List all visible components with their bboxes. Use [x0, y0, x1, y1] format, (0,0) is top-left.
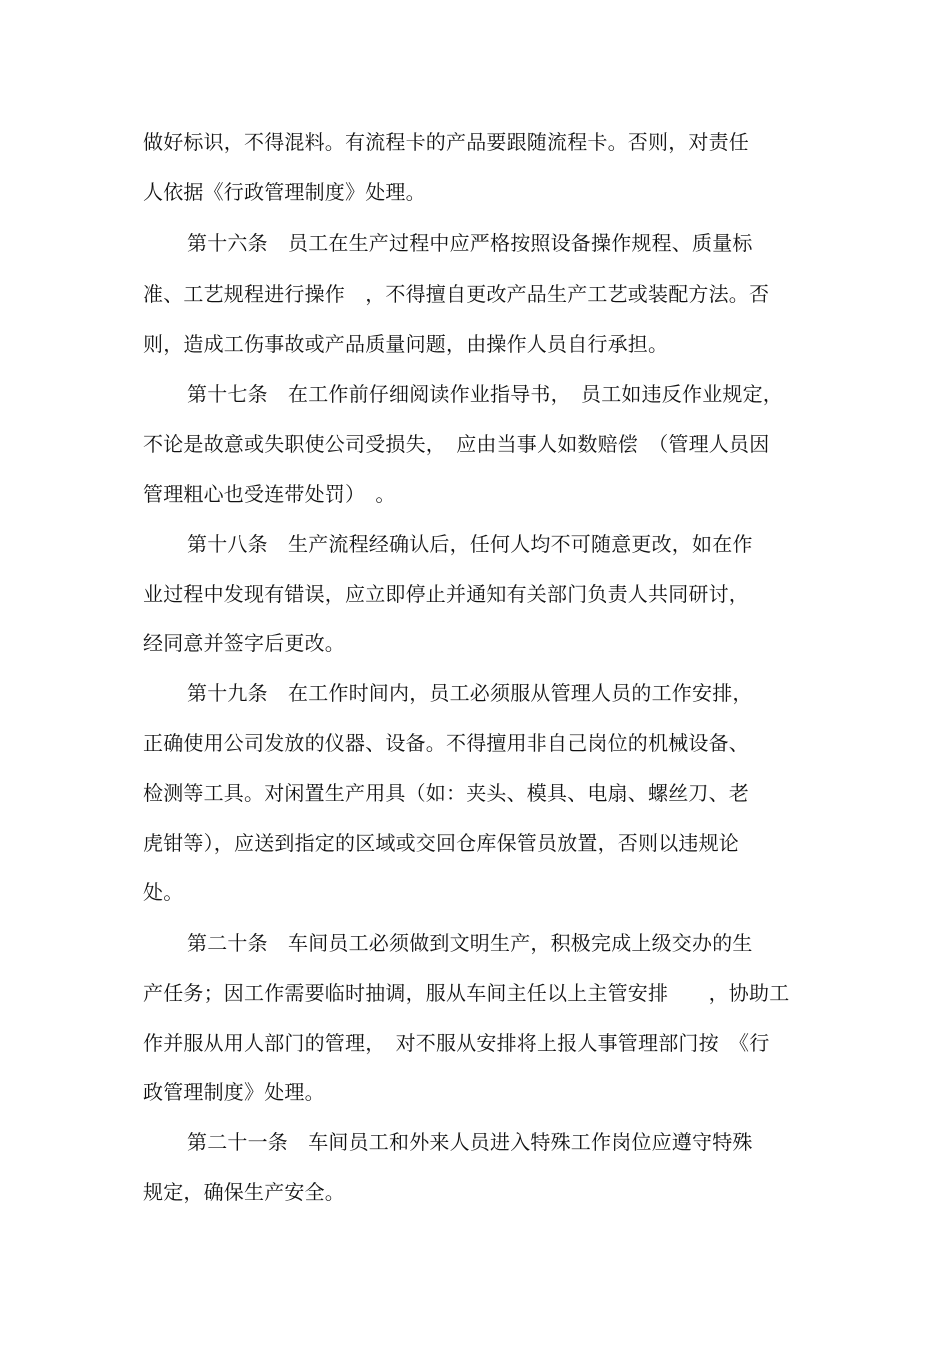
- text-line: 人依据《行政管理制度》处理。: [143, 180, 426, 204]
- article-21-heading-line: 第二十一条 车间员工和外来人员进入特殊工作岗位应遵守特殊: [187, 1130, 753, 1154]
- article-16-heading-line: 第十六条 员工在生产过程中应严格按照设备操作规程、质量标: [187, 231, 753, 255]
- text-line: 规定，确保生产安全。: [143, 1180, 345, 1204]
- text-line: 不论是故意或失职使公司受损失， 应由当事人如数赔偿 （管理人员因: [143, 432, 770, 456]
- text-line: 做好标识，不得混料。有流程卡的产品要跟随流程卡。否则，对责任: [143, 130, 749, 154]
- text-line: 则，造成工伤事故或产品质量问题，由操作人员自行承担。: [143, 332, 669, 356]
- article-17-heading-line: 第十七条 在工作前仔细阅读作业指导书， 员工如违反作业规定，: [187, 382, 783, 406]
- text-line: 检测等工具。对闲置生产用具（如：夹头、模具、电扇、螺丝刀、老: [143, 781, 749, 805]
- article-19-heading-line: 第十九条 在工作时间内，员工必须服从管理人员的工作安排，: [187, 681, 753, 705]
- text-line: 作并服从用人部门的管理， 对不服从安排将上报人事管理部门按 《行: [143, 1031, 770, 1055]
- text-line: 处。: [143, 880, 184, 904]
- text-line: 正确使用公司发放的仪器、设备。不得擅用非自己岗位的机械设备、: [143, 731, 749, 755]
- text-line: 虎钳等），应送到指定的区域或交回仓库保管员放置，否则以违规论: [143, 831, 739, 855]
- text-line: 产任务；因工作需要临时抽调，服从车间主任以上主管安排 ，协助工: [143, 981, 790, 1005]
- article-20-heading-line: 第二十条 车间员工必须做到文明生产，积极完成上级交办的生: [187, 931, 753, 955]
- text-line: 管理粗心也受连带处罚） 。: [143, 482, 396, 506]
- text-line: 业过程中发现有错误，应立即停止并通知有关部门负责人共同研讨，: [143, 582, 749, 606]
- text-line: 经同意并签字后更改。: [143, 631, 345, 655]
- article-18-heading-line: 第十八条 生产流程经确认后，任何人均不可随意更改，如在作: [187, 532, 753, 556]
- text-line: 政管理制度》处理。: [143, 1080, 325, 1104]
- text-line: 准、工艺规程进行操作 ，不得擅自更改产品生产工艺或装配方法。否: [143, 282, 770, 306]
